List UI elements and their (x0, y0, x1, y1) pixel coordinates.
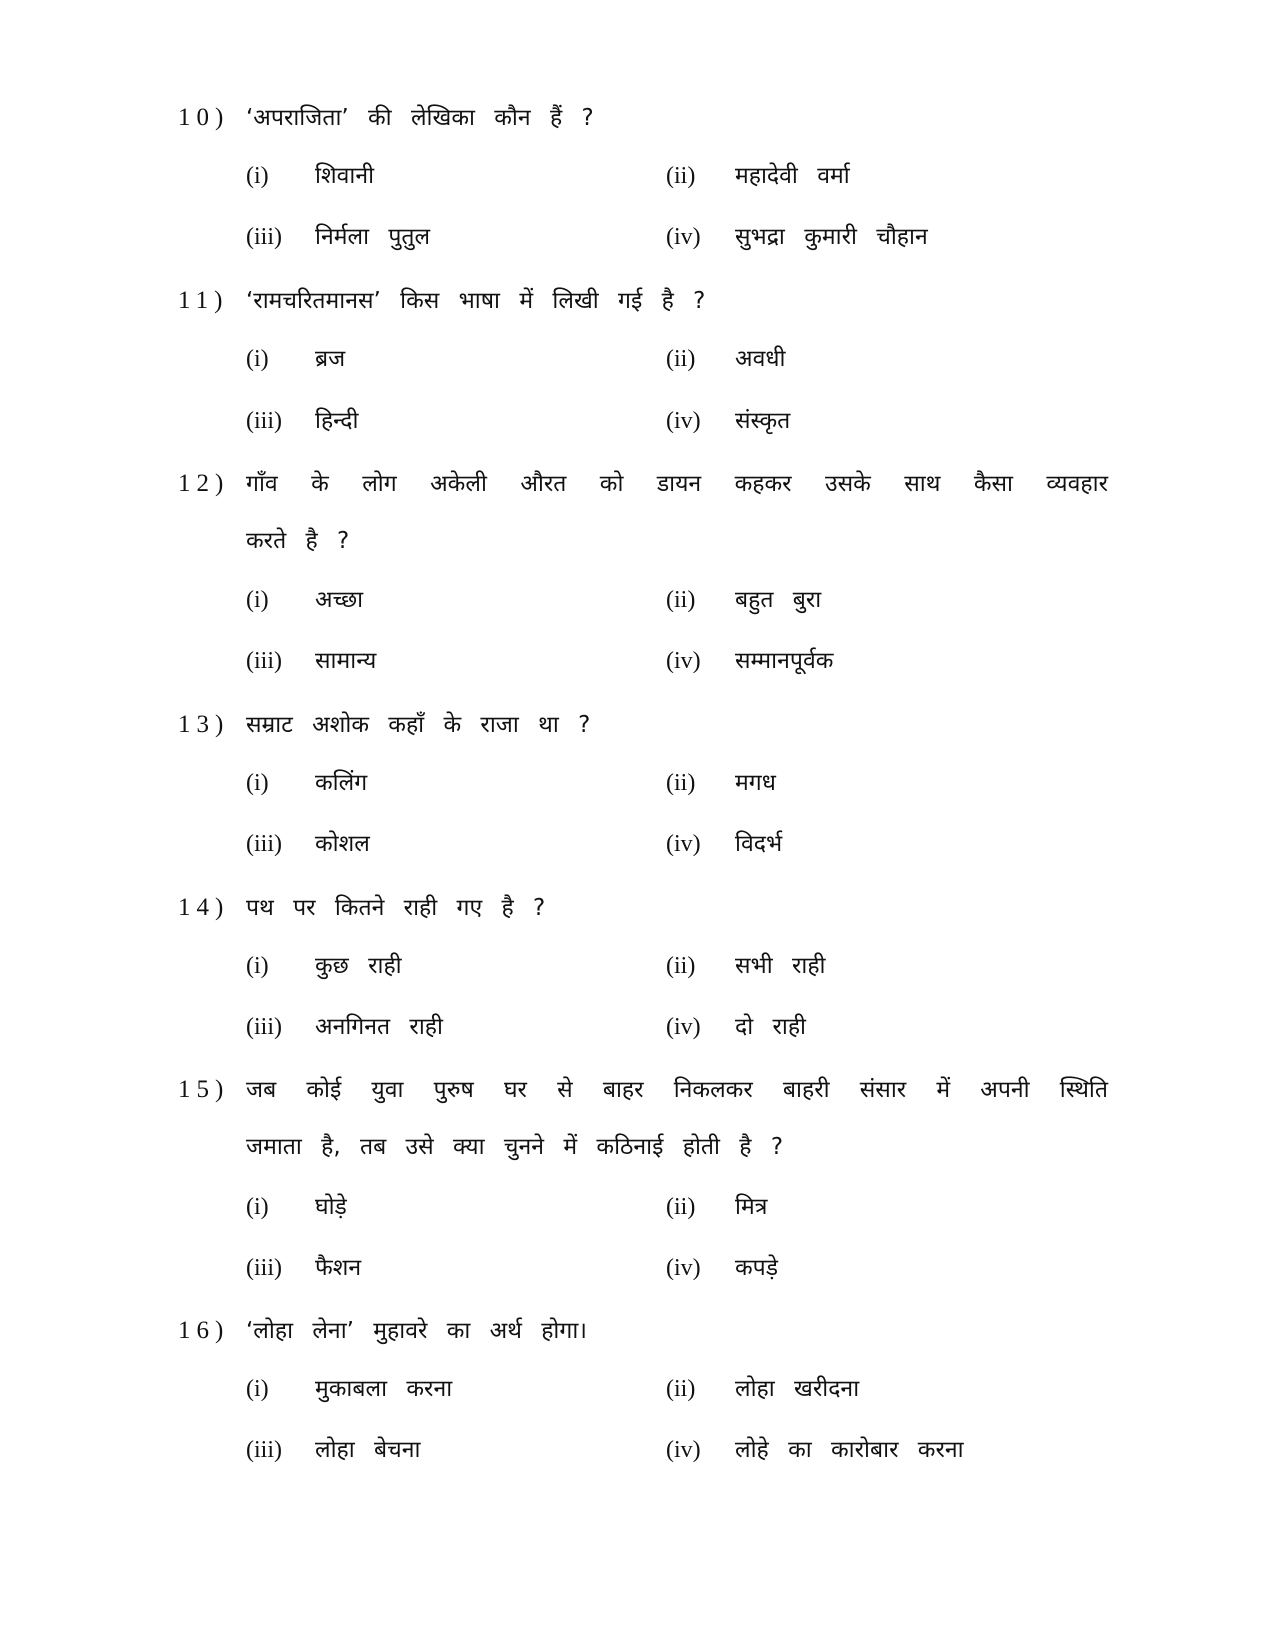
option-text: मित्र (735, 1194, 768, 1220)
option-text: अच्छा (315, 587, 364, 613)
options-row (0, 1187, 1275, 1227)
question-16 (0, 1311, 1275, 1351)
options-row (0, 156, 1275, 196)
option-text: कलिंग (315, 770, 368, 796)
question-number: 16) (178, 1317, 230, 1344)
option-text: मुकाबला करना (315, 1376, 453, 1402)
option-label: (iv) (666, 1437, 701, 1463)
option-label: (iv) (666, 224, 701, 250)
option-label: (i) (246, 1376, 269, 1402)
option-label: (ii) (666, 587, 696, 613)
option-label: (iii) (246, 408, 282, 434)
option-text: ब्रज (315, 346, 346, 372)
question-number: 10) (178, 104, 230, 131)
option-label: (i) (246, 1194, 269, 1220)
option-label: (iv) (666, 648, 701, 674)
question-number: 14) (178, 894, 230, 921)
options-row (0, 1007, 1275, 1047)
option-label: (iv) (666, 408, 701, 434)
options-row (0, 1369, 1275, 1409)
question-text: ‘लोहा लेना’ मुहावरे का अर्थ होगा। (246, 1318, 588, 1344)
options-row (0, 580, 1275, 620)
question-text: पथ पर कितने राही गए है ? (246, 895, 546, 921)
options-row (0, 401, 1275, 441)
option-text: लोहा बेचना (315, 1437, 421, 1463)
option-label: (i) (246, 163, 269, 189)
option-text: बहुत बुरा (735, 587, 822, 613)
question-text: जब कोई युवा पुरुष घर से बाहर निकलकर बाहरी संसार में अपनी स्थिति (246, 1077, 1108, 1103)
option-text: शिवानी (315, 163, 375, 189)
options-row (0, 641, 1275, 681)
option-text: घोड़े (315, 1194, 347, 1220)
option-text: कपड़े (735, 1255, 779, 1281)
option-label: (iv) (666, 1255, 701, 1281)
options-row (0, 1248, 1275, 1288)
question-15 (0, 1070, 1275, 1110)
option-label: (iii) (246, 831, 282, 857)
option-text: महादेवी वर्मा (735, 163, 850, 189)
option-text: कोशल (315, 831, 370, 857)
option-text: अनगिनत राही (315, 1014, 443, 1040)
option-text: लोहा खरीदना (735, 1376, 860, 1402)
options-row (0, 339, 1275, 379)
option-label: (iii) (246, 648, 282, 674)
question-text: ‘अपराजिता’ की लेखिका कौन हैं ? (246, 105, 594, 131)
option-text: विदर्भ (735, 831, 783, 857)
question-10 (0, 98, 1275, 138)
option-label: (iii) (246, 1014, 282, 1040)
option-label: (ii) (666, 346, 696, 372)
option-text: निर्मला पुतुल (315, 224, 431, 250)
options-row (0, 946, 1275, 986)
options-row (0, 824, 1275, 864)
question-12-continued (0, 521, 1275, 561)
option-label: (i) (246, 770, 269, 796)
option-label: (ii) (666, 953, 696, 979)
option-text: हिन्दी (315, 408, 359, 434)
option-label: (iii) (246, 1437, 282, 1463)
option-text: मगध (735, 770, 776, 796)
question-text: सम्राट अशोक कहाँ के राजा था ? (246, 712, 591, 738)
option-text: संस्कृत (735, 408, 791, 434)
option-label: (i) (246, 587, 269, 613)
option-label: (ii) (666, 1376, 696, 1402)
question-14 (0, 888, 1275, 928)
option-label: (ii) (666, 770, 696, 796)
question-number: 15) (178, 1076, 230, 1103)
options-row (0, 763, 1275, 803)
option-text: फैशन (315, 1255, 362, 1281)
question-13 (0, 705, 1275, 745)
option-label: (ii) (666, 1194, 696, 1220)
option-text: लोहे का कारोबार करना (735, 1437, 964, 1463)
option-text: सामान्य (315, 648, 377, 674)
option-text: सुभद्रा कुमारी चौहान (735, 224, 928, 250)
option-label: (iii) (246, 1255, 282, 1281)
option-label: (iii) (246, 224, 282, 250)
option-text: अवधी (735, 346, 786, 372)
option-label: (i) (246, 346, 269, 372)
option-label: (iv) (666, 831, 701, 857)
option-text: कुछ राही (315, 953, 402, 979)
option-label: (ii) (666, 163, 696, 189)
option-label: (iv) (666, 1014, 701, 1040)
options-row (0, 217, 1275, 257)
option-text: सम्मानपूर्वक (735, 648, 834, 674)
question-11 (0, 281, 1275, 321)
question-number: 11) (178, 287, 229, 314)
question-text: करते है ? (246, 528, 350, 554)
question-number: 13) (178, 711, 230, 738)
options-row (0, 1430, 1275, 1470)
option-text: सभी राही (735, 953, 826, 979)
option-text: दो राही (735, 1014, 807, 1040)
question-12 (0, 464, 1275, 504)
question-text: गाँव के लोग अकेली औरत को डायन कहकर उसके साथ कैसा व्यवहार (246, 471, 1108, 497)
question-15-continued (0, 1127, 1275, 1167)
question-number: 12) (178, 470, 230, 497)
question-text: ‘रामचरितमानस’ किस भाषा में लिखी गई है ? (246, 288, 706, 314)
question-text: जमाता है, तब उसे क्या चुनने में कठिनाई होती है ? (246, 1134, 784, 1160)
option-label: (i) (246, 953, 269, 979)
